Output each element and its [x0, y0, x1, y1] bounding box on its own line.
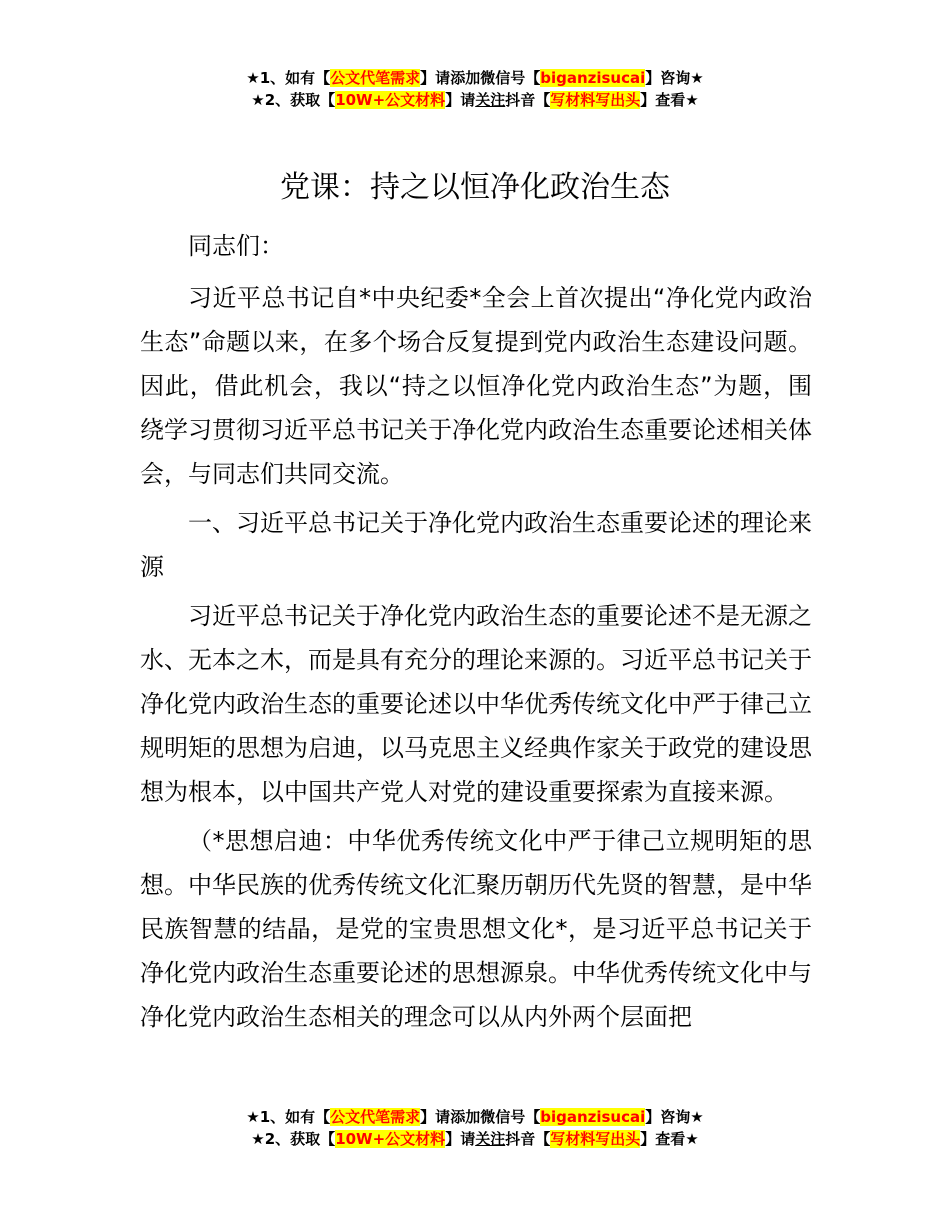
banner-text: 关注	[475, 91, 506, 109]
banner-text: 抖音【	[505, 1130, 551, 1148]
banner-text: 】请	[420, 69, 451, 87]
banner-text: 抖音【	[505, 91, 551, 109]
banner-text: 】查看★	[640, 1130, 699, 1148]
banner-text: 关注	[475, 1130, 506, 1148]
banner-text: 】咨询★	[645, 69, 704, 87]
paragraph-body: 习近平总书记关于净化党内政治生态的重要论述不是无源之水、无本之木，而是具有充分的理论来源的。习近平总书记关于净化党内政治生态的重要论述以中华优秀传统文化中严于律己立规明矩的思想为启迪，以马克思主义经典作家关于政党的建设思想为根本，以中国共产党人对党的建设重要探索为直接来源。	[140, 602, 812, 806]
banner-highlight: 公文代笔需求	[330, 69, 421, 87]
banner-text: 添加	[450, 69, 481, 87]
banner-text: ★2、获取【	[251, 91, 336, 109]
banner-text: ★1、如有【	[246, 1108, 331, 1126]
banner-highlight: 公文代笔需求	[330, 1108, 421, 1126]
banner-text: ★2、获取【	[251, 1130, 336, 1148]
section-heading: 一、习近平总书记关于净化党内政治生态重要论述的理论来源	[140, 509, 812, 581]
banner-text: 微信号【	[480, 69, 541, 87]
header-banner	[0, 67, 950, 111]
footer-banner	[0, 1106, 950, 1150]
document-title: 党课：持之以恒净化政治生态	[280, 170, 670, 205]
banner-text: 】查看★	[640, 91, 699, 109]
banner-line-1	[0, 67, 950, 89]
banner-text: ★1、如有【	[246, 69, 331, 87]
banner-text: 】请	[445, 1130, 476, 1148]
banner-text: 】咨询★	[645, 1108, 704, 1126]
banner-highlight: 10W+公文材料	[335, 91, 446, 109]
banner-highlight: 写材料写出头	[550, 91, 641, 109]
banner-line-2	[0, 89, 950, 111]
banner-highlight: 写材料写出头	[550, 1130, 641, 1148]
banner-text: 】请	[445, 91, 476, 109]
banner-text: 添加	[450, 1108, 481, 1126]
banner-text: 】请	[420, 1108, 451, 1126]
banner-text: 微信号【	[480, 1108, 541, 1126]
document-body	[140, 224, 812, 1044]
paragraph-intro: 习近平总书记自*中央纪委*全会上首次提出“净化党内政治生态”命题以来，在多个场合反复提到党内政治生态建设问题。因此，借此机会，我以“持之以恒净化党内政治生态”为题，围绕学习贯彻习近平总书记关于净化党内政治生态重要论述相关体会，与同志们共同交流。	[140, 284, 812, 488]
banner-line-1	[0, 1106, 950, 1128]
banner-highlight: biganzisucai	[540, 69, 646, 87]
banner-highlight: 10W+公文材料	[335, 1130, 446, 1148]
paragraph-body: （*思想启迪：中华优秀传统文化中严于律己立规明矩的思想。中华民族的优秀传统文化汇聚历朝历代先贤的智慧，是中华民族智慧的结晶，是党的宝贵思想文化*，是习近平总书记关于净化党内政治生态重要论述的思想源泉。中华优秀传统文化中与净化党内政治生态相关的理念可以从内外两个层面把	[140, 827, 812, 1031]
banner-highlight: biganzisucai	[540, 1108, 646, 1126]
greeting: 同志们：	[188, 232, 284, 260]
banner-line-2	[0, 1128, 950, 1150]
